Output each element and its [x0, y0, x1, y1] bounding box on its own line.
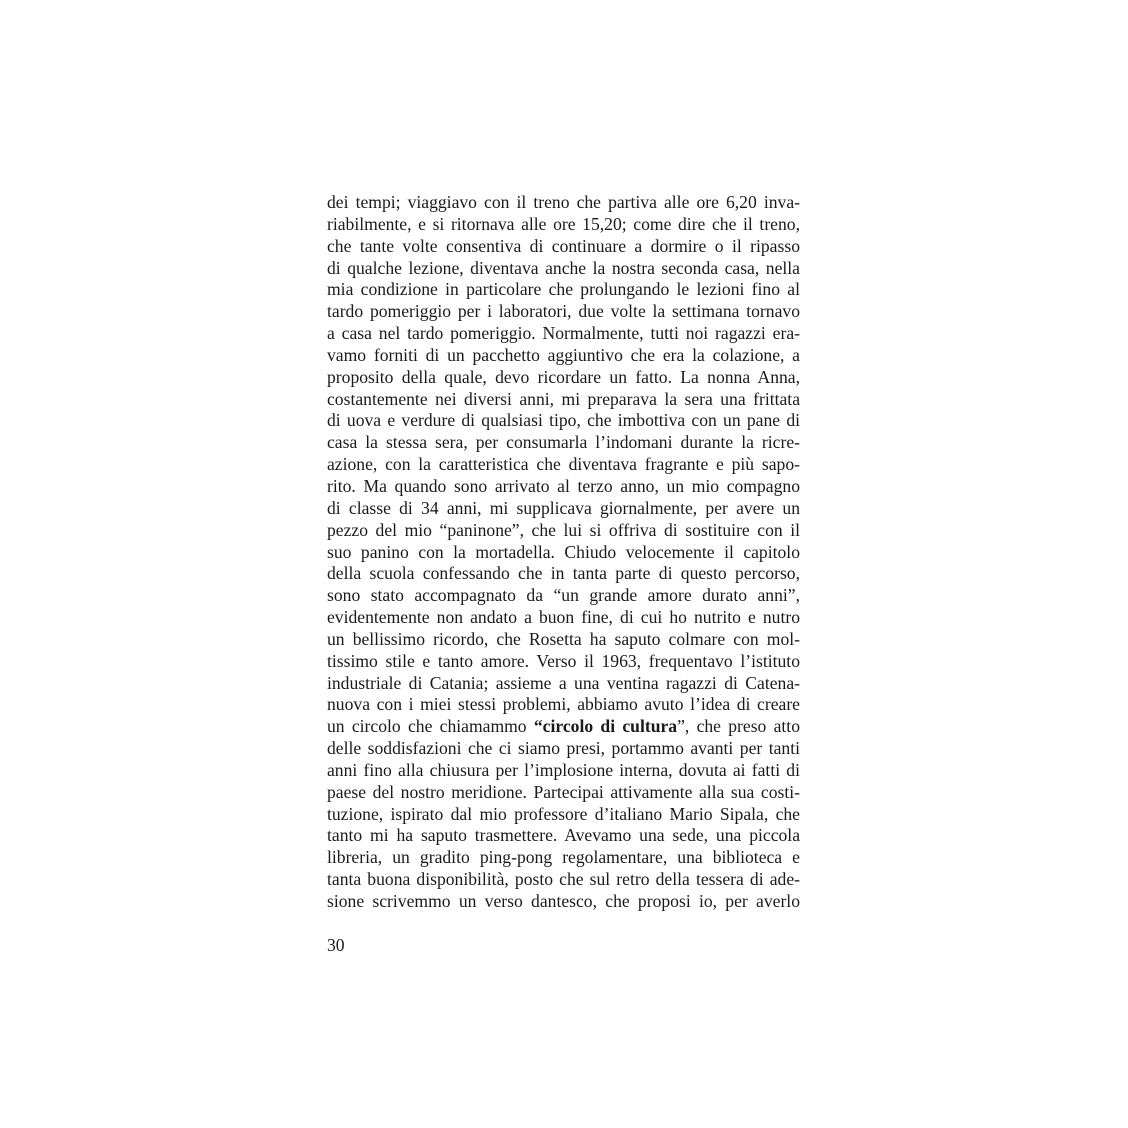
text-line: suo panino con la mortadella. Chiudo velocemente il capitolo	[327, 541, 800, 562]
text-line: proposito della quale, devo ricordare un fatto. La nonna Anna,	[327, 366, 800, 387]
text-line: un bellissimo ricordo, che Rosetta ha saputo colmare con mol-	[327, 628, 800, 649]
text-line: costantemente nei diversi anni, mi preparava la sera una frittata	[327, 388, 800, 409]
text-line-with-bold	[327, 716, 800, 738]
page-number: 30	[327, 935, 345, 955]
text-line: tardo pomeriggio per i laboratori, due volte la settimana tornavo	[327, 301, 800, 322]
text-line: vamo forniti di un pacchetto aggiuntivo che era la colazione, a	[327, 344, 800, 365]
text-line: sione scrivemmo un verso dantesco, che proposi io, per averlo	[327, 891, 800, 911]
line-segment: ”, che preso atto	[677, 716, 800, 737]
text-line: rito. Ma quando sono arrivato al terzo anno, un mio compagno	[327, 475, 800, 496]
body-text	[327, 192, 800, 913]
text-line: pezzo del mio “paninone”, che lui si offriva di sostituire con il	[327, 519, 800, 540]
text-line: che tante volte consentiva di continuare a dormire o il ripasso	[327, 235, 800, 256]
text-line: paese del nostro meridione. Partecipai attivamente alla sua costi-	[327, 781, 800, 802]
text-line: mia condizione in particolare che prolungando le lezioni fino al	[327, 279, 800, 300]
text-line: tissimo stile e tanto amore. Verso il 1963, frequentavo l’istituto	[327, 650, 800, 671]
text-line: anni fino alla chiusura per l’implosione interna, dovuta ai fatti di	[327, 759, 800, 780]
text-line: libreria, un gradito ping-pong regolamentare, una biblioteca e	[327, 847, 800, 868]
text-line: di uova e verdure di qualsiasi tipo, che imbottiva con un pane di	[327, 410, 800, 431]
text-line: evidentemente non andato a buon fine, di cui ho nutrito e nutro	[327, 607, 800, 628]
text-line: tanta buona disponibilità, posto che sul retro della tessera di ade-	[327, 869, 800, 890]
text-line: della scuola confessando che in tanta parte di questo percorso,	[327, 563, 800, 584]
text-line: dei tempi; viaggiavo con il treno che partiva alle ore 6,20 inva-	[327, 192, 800, 212]
text-line: di qualche lezione, diventava anche la nostra seconda casa, nella	[327, 257, 800, 278]
text-line: nuova con i miei stessi problemi, abbiamo avuto l’idea di creare	[327, 694, 800, 715]
line-segment: un circolo che chiamammo	[327, 716, 534, 737]
text-line: a casa nel tardo pomeriggio. Normalmente, tutti noi ragazzi era-	[327, 323, 800, 344]
text-line: casa la stessa sera, per consumarla l’indomani durante la ricre-	[327, 432, 800, 453]
text-line: sono stato accompagnato da “un grande amore durato anni”,	[327, 585, 800, 606]
text-line: tuzione, ispirato dal mio professore d’italiano Mario Sipala, che	[327, 803, 800, 824]
text-line: delle soddisfazioni che ci siamo presi, portammo avanti per tanti	[327, 738, 800, 759]
text-line: di classe di 34 anni, mi supplicava giornalmente, per avere un	[327, 497, 800, 518]
text-line: riabilmente, e si ritornava alle ore 15,20; come dire che il treno,	[327, 213, 800, 234]
text-line: industriale di Catania; assieme a una ventina ragazzi di Catena-	[327, 672, 800, 693]
text-line: tanto mi ha saputo trasmettere. Avevamo una sede, una piccola	[327, 825, 800, 846]
bold-club-name: “circolo di cultura	[533, 716, 678, 737]
text-line: azione, con la caratteristica che diventava fragrante e più sapo-	[327, 454, 800, 475]
